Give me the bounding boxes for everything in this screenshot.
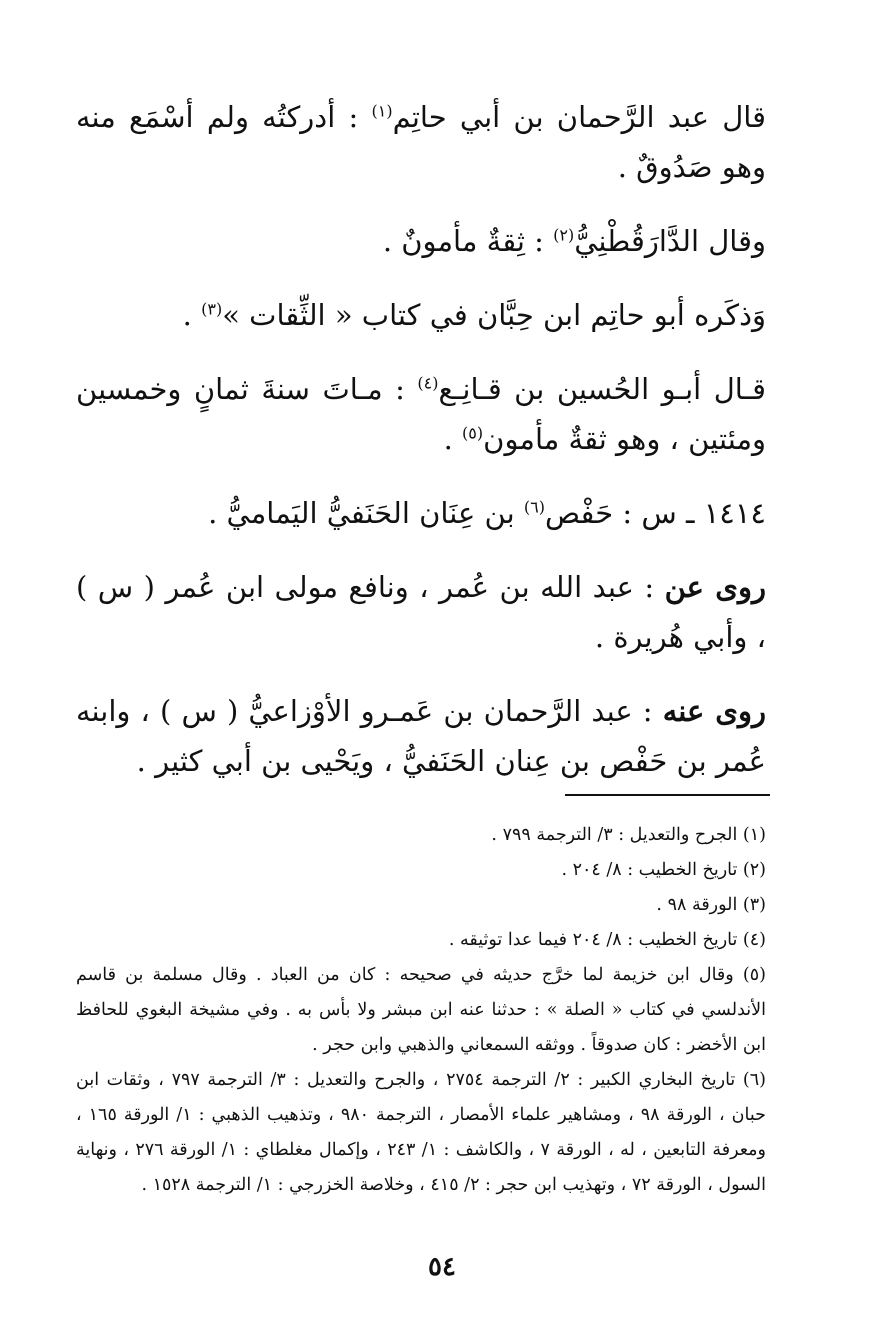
footnote-ref: (٣) xyxy=(201,299,223,319)
entry-heading xyxy=(76,488,766,538)
entry-heading-text: ١٤١٤ ـ س : حَفْص xyxy=(545,496,766,530)
footnote-4: (٤) تاريخ الخطيب : ٨/ ٢٠٤ فيما عدا توثيقه . xyxy=(448,930,766,950)
footnote-ref: (٦) xyxy=(523,497,546,517)
main-text xyxy=(76,92,766,810)
footnote-2: (٢) تاريخ الخطيب : ٨/ ٢٠٤ . xyxy=(561,860,766,880)
footnotes-section xyxy=(76,818,766,1203)
paragraph-text: قـال أبـو الحُسين بن قـانِـع xyxy=(438,372,766,406)
paragraph-text: وقال الدَّارَقُطْنِيُّ xyxy=(574,224,766,258)
footnote-5: (٥) وقال ابن خزيمة لما خرَّج حديثه في صحيحه : كان من العباد . وقال مسلمة بن قاسم الأندلسي في كتاب « الصلة » : حدثنا عنه ابن مبشر ولا بأس به . وفي مشيخة البغوي للحافظ ابن الأخضر : كان صدوقاً . ووثقه السمعاني والذهبي وابن حجر . xyxy=(76,965,766,1055)
paragraph-text: : أدركتُه ولم أسْمَع منه وهو صَدُوقٌ . xyxy=(76,100,766,184)
paragraph-text: . xyxy=(443,422,463,456)
narrated-from-label: روى عن xyxy=(664,570,766,604)
paragraph-ibn-abi-hatim xyxy=(76,92,766,192)
footnote-ref: (١) xyxy=(371,101,393,121)
footnote-divider xyxy=(565,794,770,796)
footnote-ref: (٢) xyxy=(553,225,575,245)
paragraph-text: . xyxy=(182,298,202,332)
page-number: ٥٤ xyxy=(428,1252,456,1282)
footnote-ref: (٤) xyxy=(417,373,439,393)
paragraph-ibn-qani xyxy=(76,364,766,464)
paragraph-text: وَذكَره أبو حاتِم ابن حِبَّان في كتاب « الثِّقات » xyxy=(222,298,766,332)
entry-heading-text: بن عِنَان الحَنَفيُّ اليَماميُّ . xyxy=(208,496,524,530)
narrated-by-label: روى عنه xyxy=(662,694,767,728)
paragraph-text: : عبد الله بن عُمر ، ونافع مولى ابن عُمر ( س ) ، وأبي هُريرة . xyxy=(76,570,766,654)
footnote-6: (٦) تاريخ البخاري الكبير : ٢/ الترجمة ٢٧٥٤ ، والجرح والتعديل : ٣/ الترجمة ٧٩٧ ، وثقات ابن حبان ، الورقة ٩٨ ، ومشاهير علماء الأمصار ، الترجمة ٩٨٠ ، وتذهيب الذهبي : ١/ الورقة ١٦٥ ، ومعرفة التابعين ، له ، الورقة ٧ ، والكاشف : ١/ ٢٤٣ ، وإكمال مغلطاي : ١/ الورقة ٢٧٦ ، ونهاية السول ، الورقة ٧٢ ، وتهذيب ابن حجر : ٢/ ٤١٥ ، وخلاصة الخزرجي : ١/ الترجمة ١٥٢٨ . xyxy=(76,1070,766,1195)
paragraph-text: قال عبد الرَّحمان بن أبي حاتِم xyxy=(392,100,766,134)
footnote-3: (٣) الورقة ٩٨ . xyxy=(656,895,766,915)
footnote-ref: (٥) xyxy=(462,423,484,443)
paragraph-text: : مـاتَ سنةَ ثمانٍ وخمسين ومئتين ، وهو ثقةٌ مأمون xyxy=(76,372,766,456)
paragraph-narrated-from xyxy=(76,562,766,662)
paragraph-narrated-by xyxy=(76,686,766,786)
paragraph-text: : عبد الرَّحمان بن عَمـرو الأوْزاعيُّ ( س ) ، وابنه عُمر بن حَفْص بن عِنان الحَنَفيُّ ، ويَحْيى بن أبي كثير . xyxy=(76,694,766,778)
paragraph-ibn-hibban xyxy=(76,290,766,340)
footnote-1: (١) الجرح والتعديل : ٣/ الترجمة ٧٩٩ . xyxy=(491,825,766,845)
paragraph-text: : ثِقةٌ مأمونٌ . xyxy=(382,224,554,258)
paragraph-daraqutni xyxy=(76,216,766,266)
